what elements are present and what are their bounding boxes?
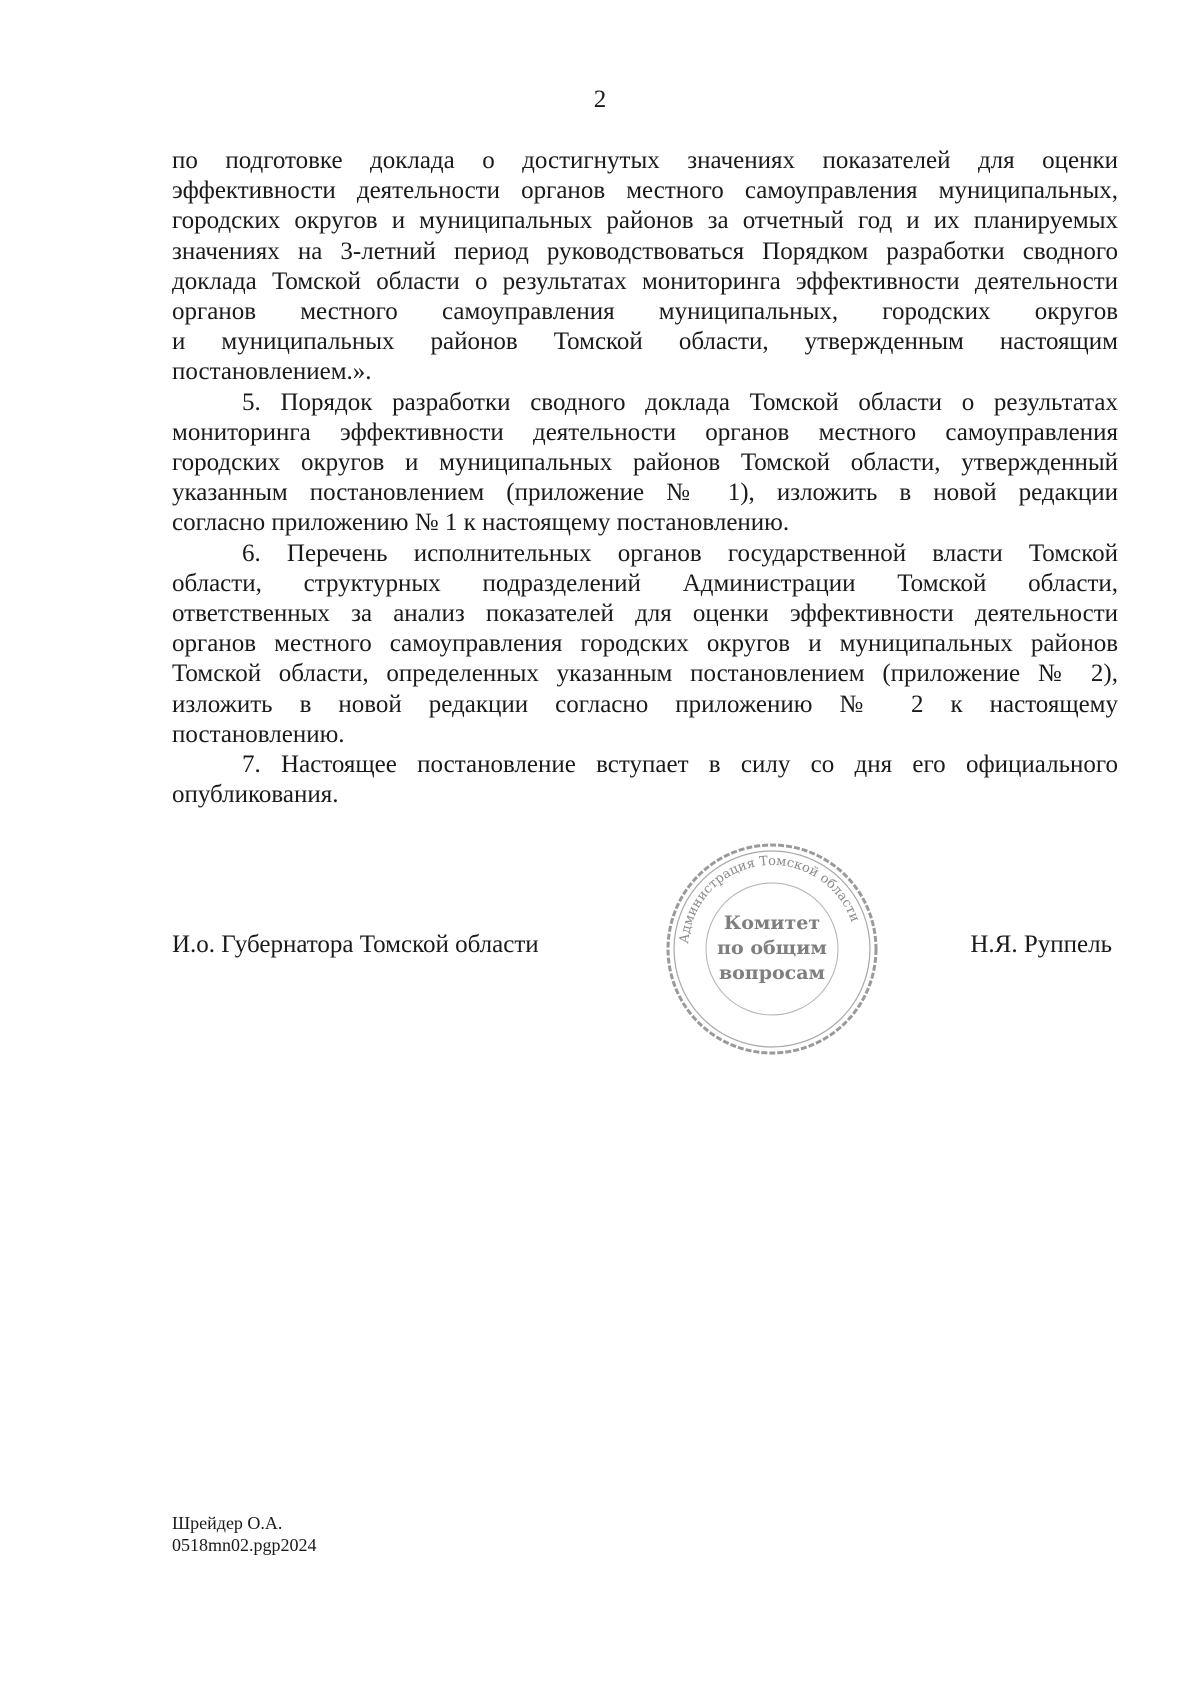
document-footer <box>172 1512 317 1556</box>
text-line: области, структурных подразделений Администрации Томской области, <box>172 569 1118 597</box>
stamp-center-line-3: вопросам <box>718 962 826 984</box>
text-line: 6. Перечень исполнительных органов государственной власти Томской <box>242 539 1118 567</box>
paragraph-item-6 <box>172 539 1118 750</box>
stamp-center-line-2: по общим <box>717 937 827 959</box>
text-line: и муниципальных районов Томской области, утвержденным настоящим <box>172 328 1118 356</box>
paragraph-continuation <box>172 146 1118 388</box>
text-line: согласно приложению № 1 к настоящему постановлению. <box>172 509 790 537</box>
text-line: Томской области, определенных указанным постановлением (приложение № 2), <box>172 660 1118 688</box>
stamp-ring-text: Администрация Томской области <box>677 853 863 945</box>
text-line: органов местного самоуправления муниципальных, городских округов <box>172 298 1118 326</box>
text-line: мониторинга эффективности деятельности органов местного самоуправления <box>172 418 1118 446</box>
official-stamp <box>662 839 882 1059</box>
text-line: органов местного самоуправления городских округов и муниципальных районов <box>172 630 1118 658</box>
text-line: изложить в новой редакции согласно приложению № 2 к настоящему <box>172 690 1118 718</box>
page-number: 2 <box>593 86 607 113</box>
text-line: 5. Порядок разработки сводного доклада Томской области о результатах <box>242 388 1118 416</box>
text-line: городских округов и муниципальных районов за отчетный год и их планируемых <box>172 207 1118 235</box>
text-line: эффективности деятельности органов местного самоуправления муниципальных, <box>172 177 1118 205</box>
signatory-title: И.о. Губернатора Томской области <box>172 931 539 958</box>
paragraph-item-5 <box>172 388 1118 539</box>
footer-author: Шрейдер О.А. <box>172 1513 283 1533</box>
text-line: городских округов и муниципальных районов Томской области, утвержденный <box>172 449 1118 477</box>
text-line: указанным постановлением (приложение № 1), изложить в новой редакции <box>172 479 1118 507</box>
stamp-center-line-1: Комитет <box>723 912 821 934</box>
signatory-name: Н.Я. Руппель <box>970 931 1112 958</box>
text-line: 7. Настоящее постановление вступает в силу со дня его официального <box>242 751 1118 779</box>
text-line: опубликования. <box>172 781 339 809</box>
text-line: ответственных за анализ показателей для оценки эффективности деятельности <box>172 600 1118 628</box>
footer-file-code: 0518mn02.pgp2024 <box>172 1535 317 1555</box>
stamp-seal <box>662 839 882 1059</box>
text-line: по подготовке доклада о достигнутых значениях показателей для оценки <box>172 147 1118 174</box>
text-line: постановлению. <box>172 720 345 748</box>
text-line: постановлением.». <box>172 358 372 386</box>
document-body <box>172 146 1118 810</box>
text-line: значениях на 3-летний период руководствоваться Порядком разработки сводного <box>172 237 1118 265</box>
text-line: доклада Томской области о результатах мониторинга эффективности деятельности <box>172 267 1118 295</box>
paragraph-item-7 <box>172 750 1118 810</box>
